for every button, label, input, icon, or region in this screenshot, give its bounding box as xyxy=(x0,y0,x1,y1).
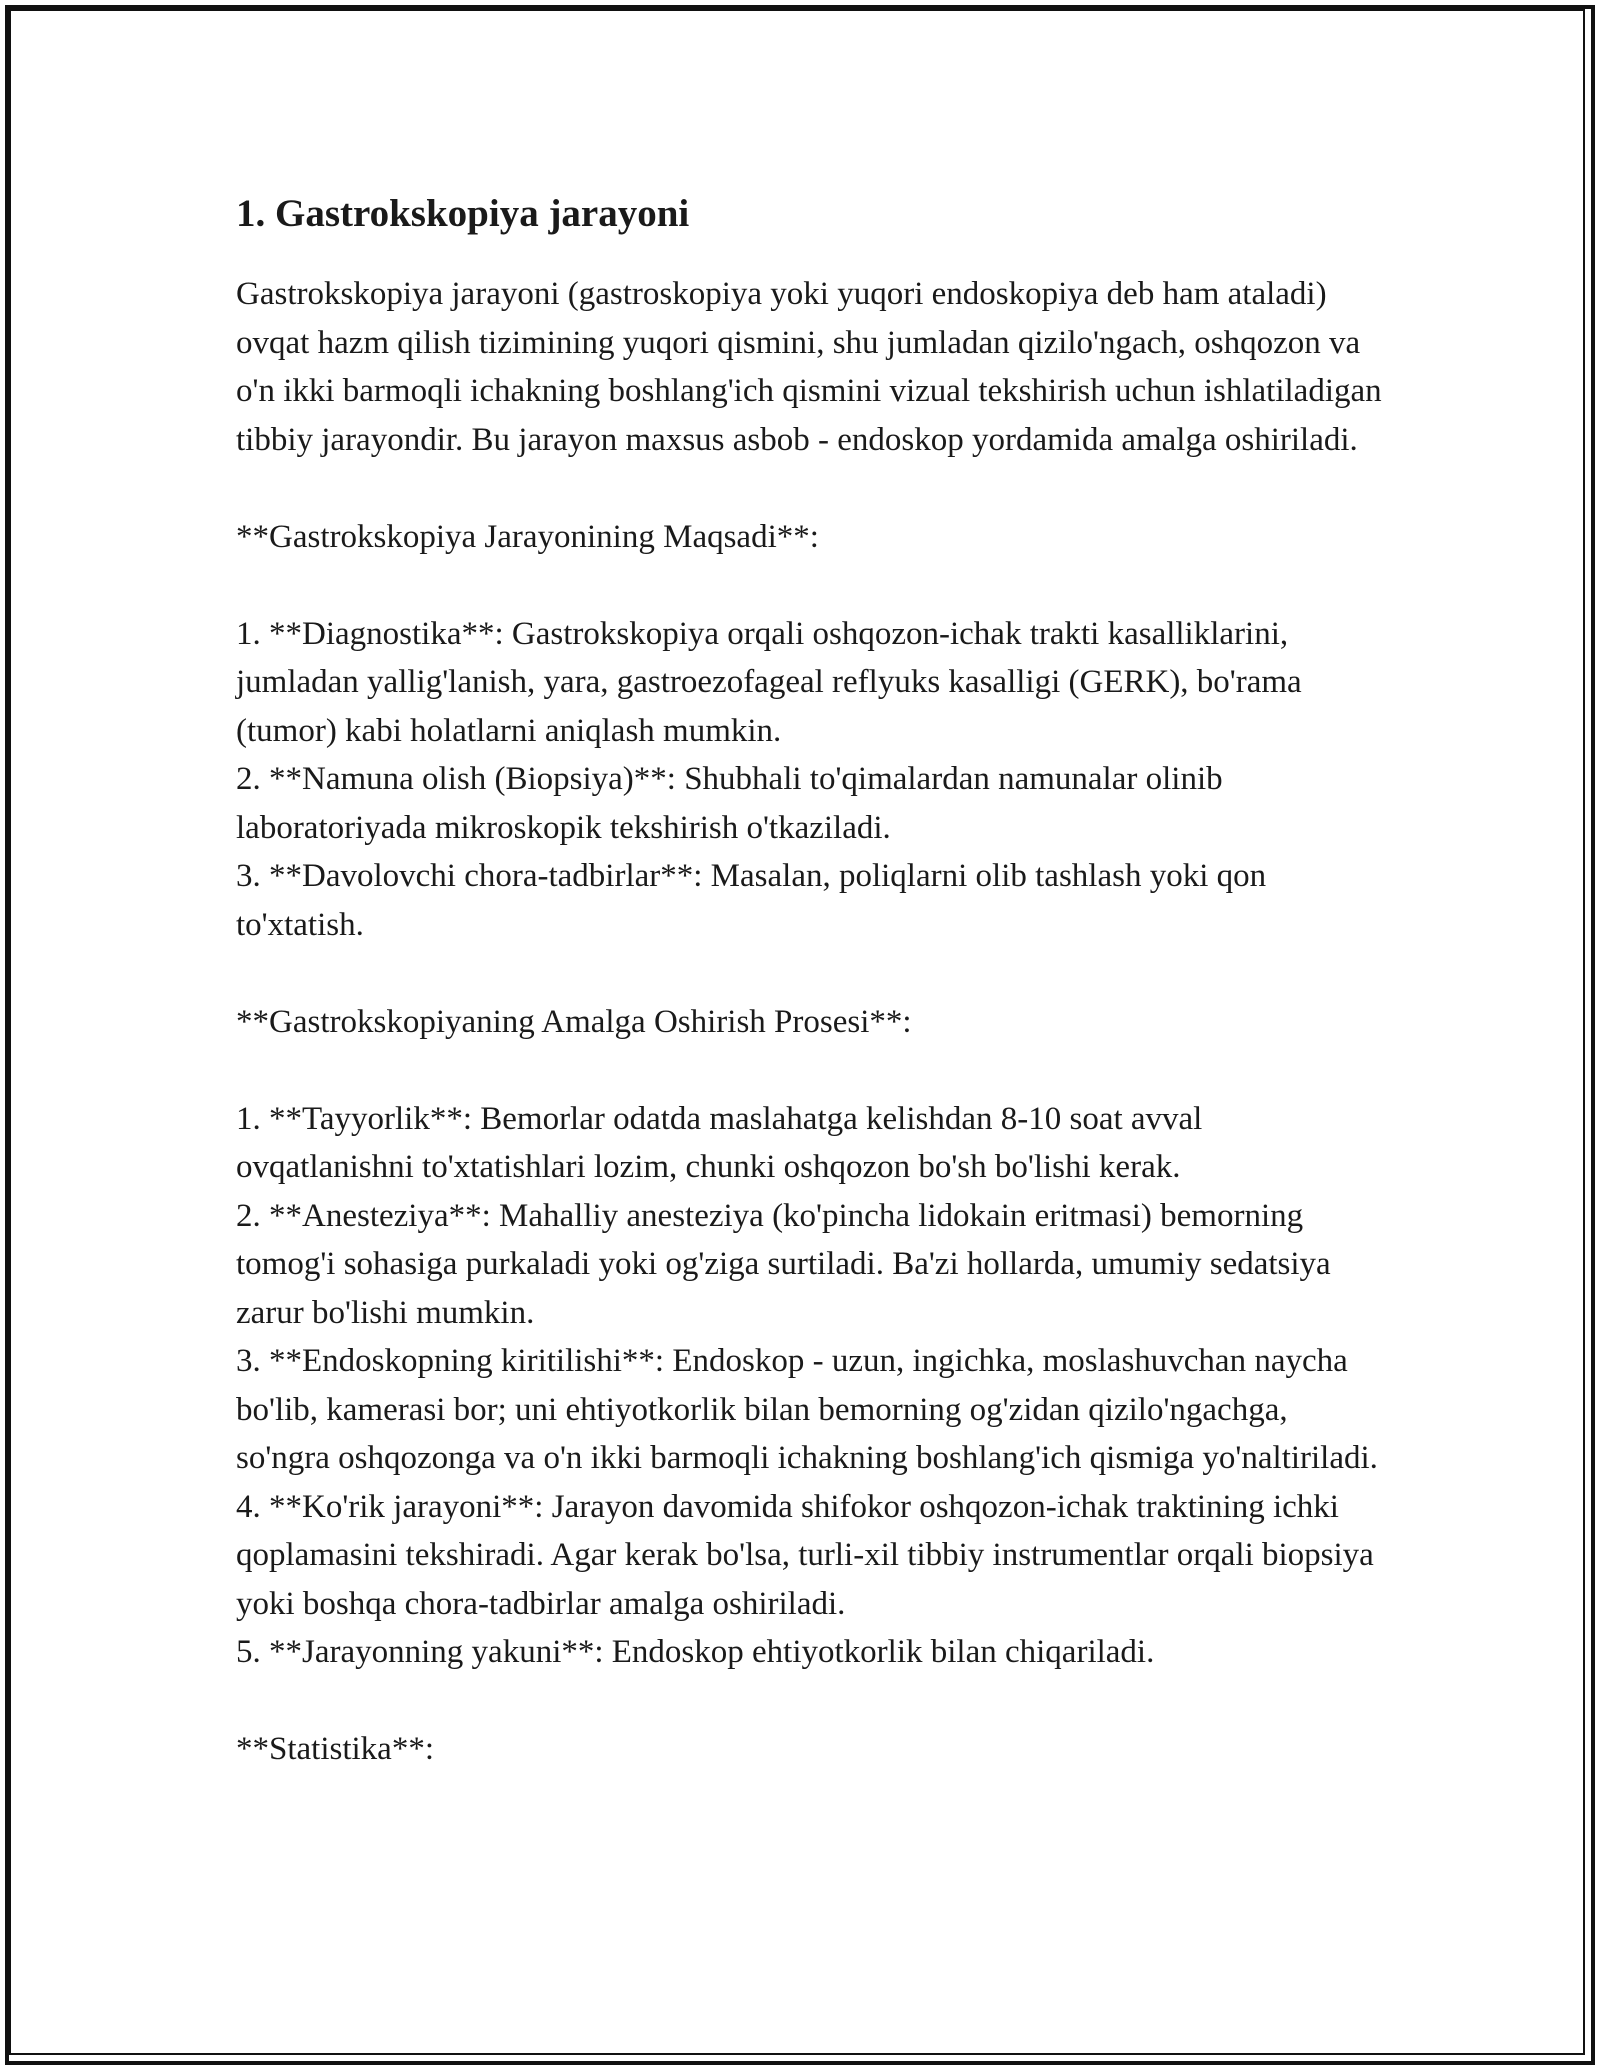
paragraph-gap xyxy=(236,464,1386,513)
process-item: 1. **Tayyorlik**: Bemorlar odatda maslahatga kelishdan 8-10 soat avval ovqatlanishni to'xtatishlari lozim, chunki oshqozon bo'sh bo'lishi kerak. xyxy=(236,1100,1203,1185)
process-item: 5. **Jarayonning yakuni**: Endoskop ehtiyotkorlik bilan chiqariladi. xyxy=(236,1634,1155,1670)
document-title: 1. Gastrokskopiya jarayoni xyxy=(236,192,690,235)
paragraph-gap xyxy=(236,1046,1386,1095)
process-item: 4. **Ko'rik jarayoni**: Jarayon davomida shifokor oshqozon-ichak traktining ichki qoplamasini tekshiradi. Agar kerak bo'lsa, turli-xil tibbiy instrumentlar orqali biopsiya yoki boshqa chora-tadbirlar amalga oshiriladi. xyxy=(236,1488,1374,1622)
process-heading: **Gastrokskopiyaning Amalga Oshirish Prosesi**: xyxy=(236,1003,912,1040)
purpose-item: 2. **Namuna olish (Biopsiya)**: Shubhali to'qimalardan namunalar olinib laboratoriyada mikroskopik tekshirish o'tkaziladi. xyxy=(236,761,1223,846)
process-item: 2. **Anesteziya**: Mahalliy anesteziya (ko'pincha lidokain eritmasi) bemorning tomog'i sohasiga purkaladi yoki og'ziga surtiladi. Ba'zi hollarda, umumiy sedatsiya zarur bo'lishi mumkin. xyxy=(236,1197,1331,1331)
paragraph-gap xyxy=(236,561,1386,610)
paragraph-gap xyxy=(236,1677,1386,1726)
document-page xyxy=(236,188,1386,1774)
statistics-heading: **Statistika**: xyxy=(236,1731,434,1767)
process-item: 3. **Endoskopning kiritilishi**: Endoskop - uzun, ingichka, moslashuvchan naycha bo'lib, kamerasi bor; uni ehtiyotkorlik bilan bemorning og'zidan qizilo'ngachga, so'ngra oshqozonga va o'n ikki barmoqli ichakning boshlang'ich qismiga yo'naltiriladi. xyxy=(236,1343,1378,1476)
purpose-item: 1. **Diagnostika**: Gastrokskopiya orqali oshqozon-ichak trakti kasalliklarini, jumladan yallig'lanish, yara, gastroezofageal reflyuks kasalligi (GERK), bo'rama (tumor) kabi holatlarni aniqlash mumkin. xyxy=(236,615,1302,749)
intro-paragraph: Gastrokskopiya jarayoni (gastroskopiya yoki yuqori endoskopiya deb ham ataladi) ovqat hazm qilish tizimining yuqori qismini, shu jumladan qizilo'ngach, oshqozon va o'n ikki barmoqli ichakning boshlang'ich qismini vizual tekshirish uchun ishlatiladigan tibbiy jarayondir. Bu jarayon maxsus asbob - endoskop yordamida amalga oshiriladi. xyxy=(236,276,1382,458)
purpose-heading: **Gastrokskopiya Jarayonining Maqsadi**: xyxy=(236,518,819,555)
purpose-item: 3. **Davolovchi chora-tadbirlar**: Masalan, poliqlarni olib tashlash yoki qon to'xtatish. xyxy=(236,858,1267,943)
paragraph-gap xyxy=(236,949,1386,998)
